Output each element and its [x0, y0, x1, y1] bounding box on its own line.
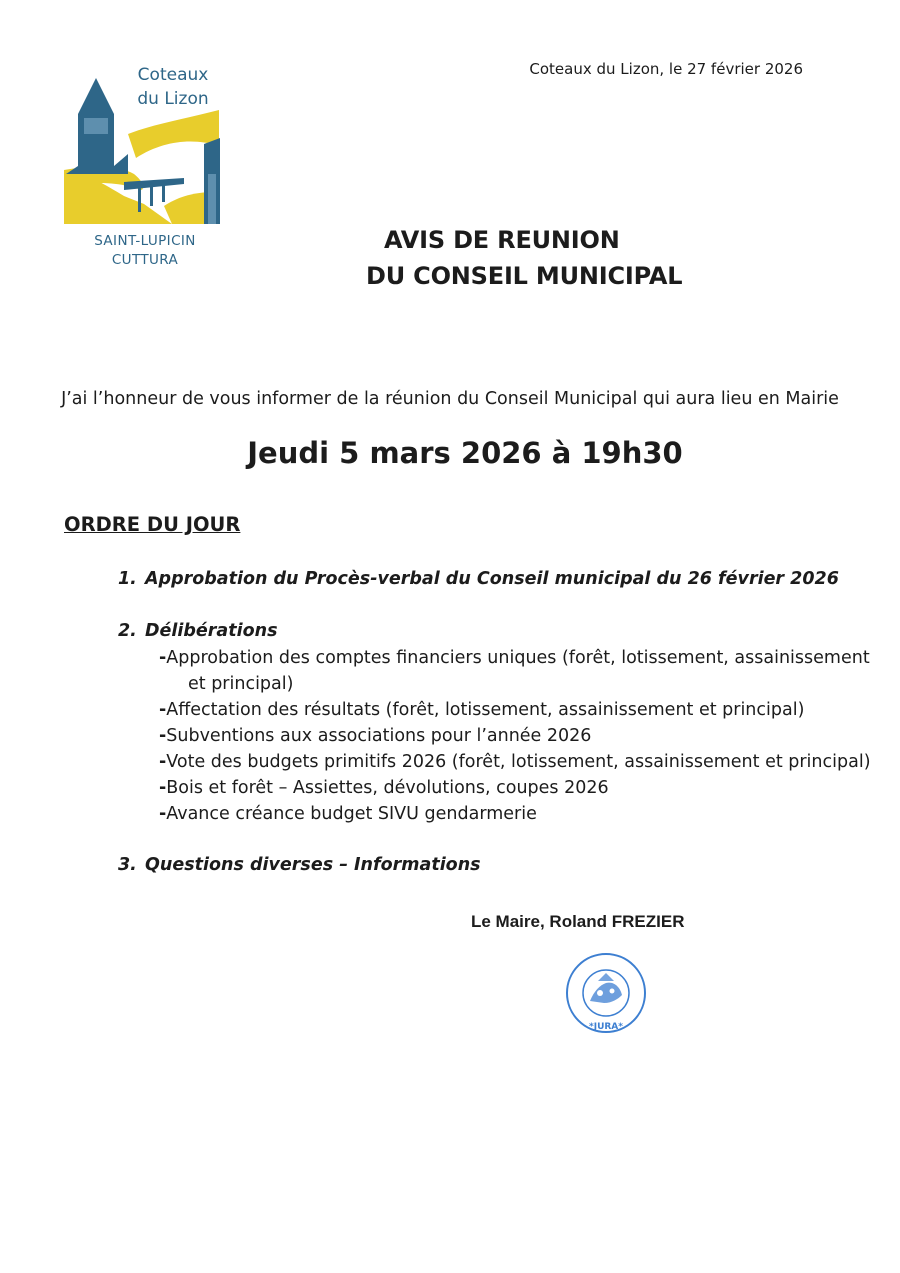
logo-name-line1: Coteaux [137, 65, 209, 85]
agenda-item [118, 569, 839, 589]
dash-bullet: - [159, 700, 167, 720]
meeting-datetime: Jeudi 5 mars 2026 à 19h30 [247, 436, 683, 470]
intro-text: J’ai l’honneur de vous informer de la réunion du Conseil Municipal qui aura lieu en Mairie [61, 389, 839, 409]
agenda-item-number: 1. [118, 569, 137, 589]
agenda-item [118, 855, 481, 875]
logo-commune-line2: CUTTURA [111, 252, 179, 268]
agenda-item-number: 3. [118, 855, 137, 875]
list-item-text: Affectation des résultats (forêt, lotissement, assainissement et principal) [166, 700, 805, 720]
list-item-text: Subventions aux associations pour l’année 2026 [166, 726, 592, 746]
list-item-continuation: et principal) [188, 674, 294, 694]
list-item [159, 775, 879, 801]
logo-commune-line1: SAINT-LUPICIN [94, 233, 196, 249]
title-line2: DU CONSEIL MUNICIPAL [366, 262, 683, 290]
dash-bullet: - [159, 804, 167, 824]
deliberations-list [159, 645, 879, 827]
agenda-heading: ORDRE DU JOUR [64, 513, 241, 536]
commune-logo [60, 60, 230, 275]
title-line1: AVIS DE REUNION [384, 226, 620, 254]
mayor-signature: Le Maire, Roland FREZIER [471, 912, 685, 931]
list-item [159, 723, 879, 749]
agenda-item-label: Approbation du Procès-verbal du Conseil municipal du 26 février 2026 [145, 569, 839, 589]
list-item-text: Approbation des comptes financiers uniques (forêt, lotissement, assainissement [166, 648, 870, 668]
agenda-item-label: Questions diverses – Informations [145, 855, 481, 875]
list-item [159, 645, 879, 697]
mairie-stamp-icon [564, 951, 648, 1035]
list-item-text: Avance créance budget SIVU gendarmerie [166, 804, 537, 824]
logo-name-line2: du Lizon [137, 89, 209, 109]
list-item [159, 697, 879, 723]
dash-bullet: - [159, 726, 167, 746]
list-item [159, 801, 879, 827]
dash-bullet: - [159, 752, 167, 772]
agenda-item-number: 2. [118, 621, 137, 641]
place-date: Coteaux du Lizon, le 27 février 2026 [529, 60, 803, 78]
agenda-item [118, 621, 278, 641]
dash-bullet: - [159, 778, 167, 798]
dash-bullet: - [159, 648, 167, 668]
list-item-text: Vote des budgets primitifs 2026 (forêt, lotissement, assainissement et principal) [166, 752, 871, 772]
list-item-text: Bois et forêt – Assiettes, dévolutions, coupes 2026 [166, 778, 609, 798]
agenda-item-label: Délibérations [145, 621, 278, 641]
svg-text:*JURA*: *JURA* [589, 1022, 623, 1032]
list-item [159, 749, 879, 775]
